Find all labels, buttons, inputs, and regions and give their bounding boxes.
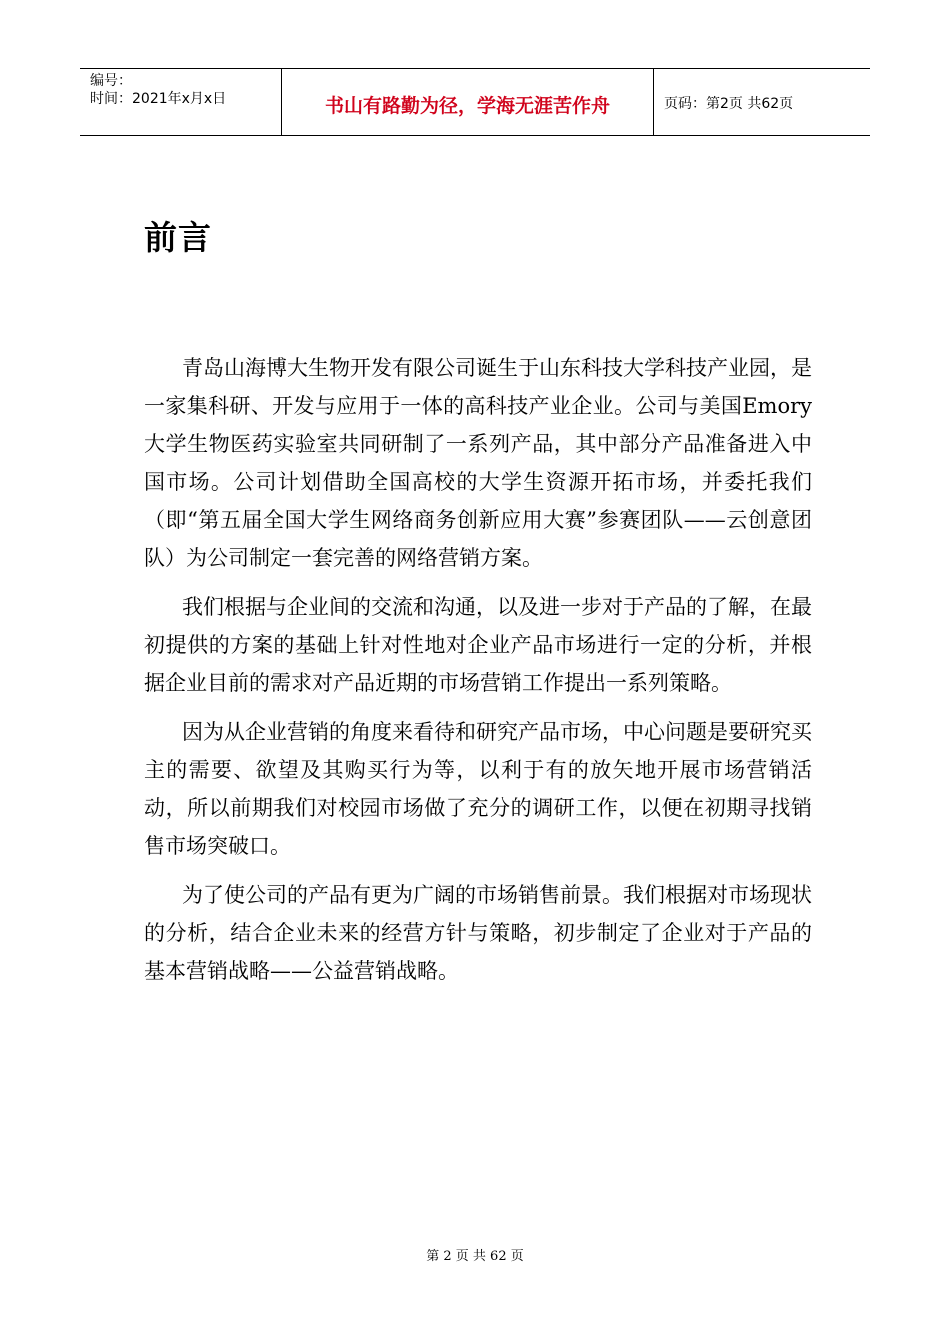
paragraph: 为了使公司的产品有更为广阔的市场销售前景。我们根据对市场现状的分析，结合企业未来的经营方针与策略，初步制定了企业对于产品的基本营销战略——公益营销战略。 (144, 883, 812, 983)
paragraph: 青岛山海博大生物开发有限公司诞生于山东科技大学科技产业园，是一家集科研、开发与应用于一体的高科技产业企业。公司与美国Emory大学生物医药实验室共同研制了一系列产品，其中部分产品准备进入中国市场。公司计划借助全国高校的大学生资源开拓市场，并委托我们（即“第五届全国大学生网络商务创新应用大赛”参赛团队——云创意团队）为公司制定一套完善的网络营销方案。 (144, 356, 812, 570)
header-motto-cell (282, 69, 654, 135)
date-label: 时间：2021年x月x日 (90, 91, 227, 107)
paragraph: 我们根据与企业间的交流和沟通，以及进一步对于产品的了解，在最初提供的方案的基础上针对性地对企业产品市场进行一定的分析，并根据企业目前的需求对产品近期的市场营销工作提出一系列策略。 (144, 595, 812, 695)
page-title: 前言 (144, 218, 212, 257)
page-code: 页码：第2页 共62页 (664, 96, 794, 112)
paragraph: 因为从企业营销的角度来看待和研究产品市场，中心问题是要研究买主的需要、欲望及其购买行为等，以利于有的放矢地开展市场营销活动，所以前期我们对校园市场做了充分的调研工作，以便在初期寻找销售市场突破口。 (144, 720, 812, 858)
document-header (80, 68, 870, 136)
motto-text: 书山有路勤为径，学海无涯苦作舟 (324, 94, 610, 117)
document-body (144, 349, 812, 1001)
page-footer: 第 2 页 共 62 页 (426, 1249, 524, 1264)
header-page-cell (654, 69, 870, 135)
header-meta-cell (80, 69, 282, 135)
serial-number-label: 编号： (90, 73, 132, 89)
